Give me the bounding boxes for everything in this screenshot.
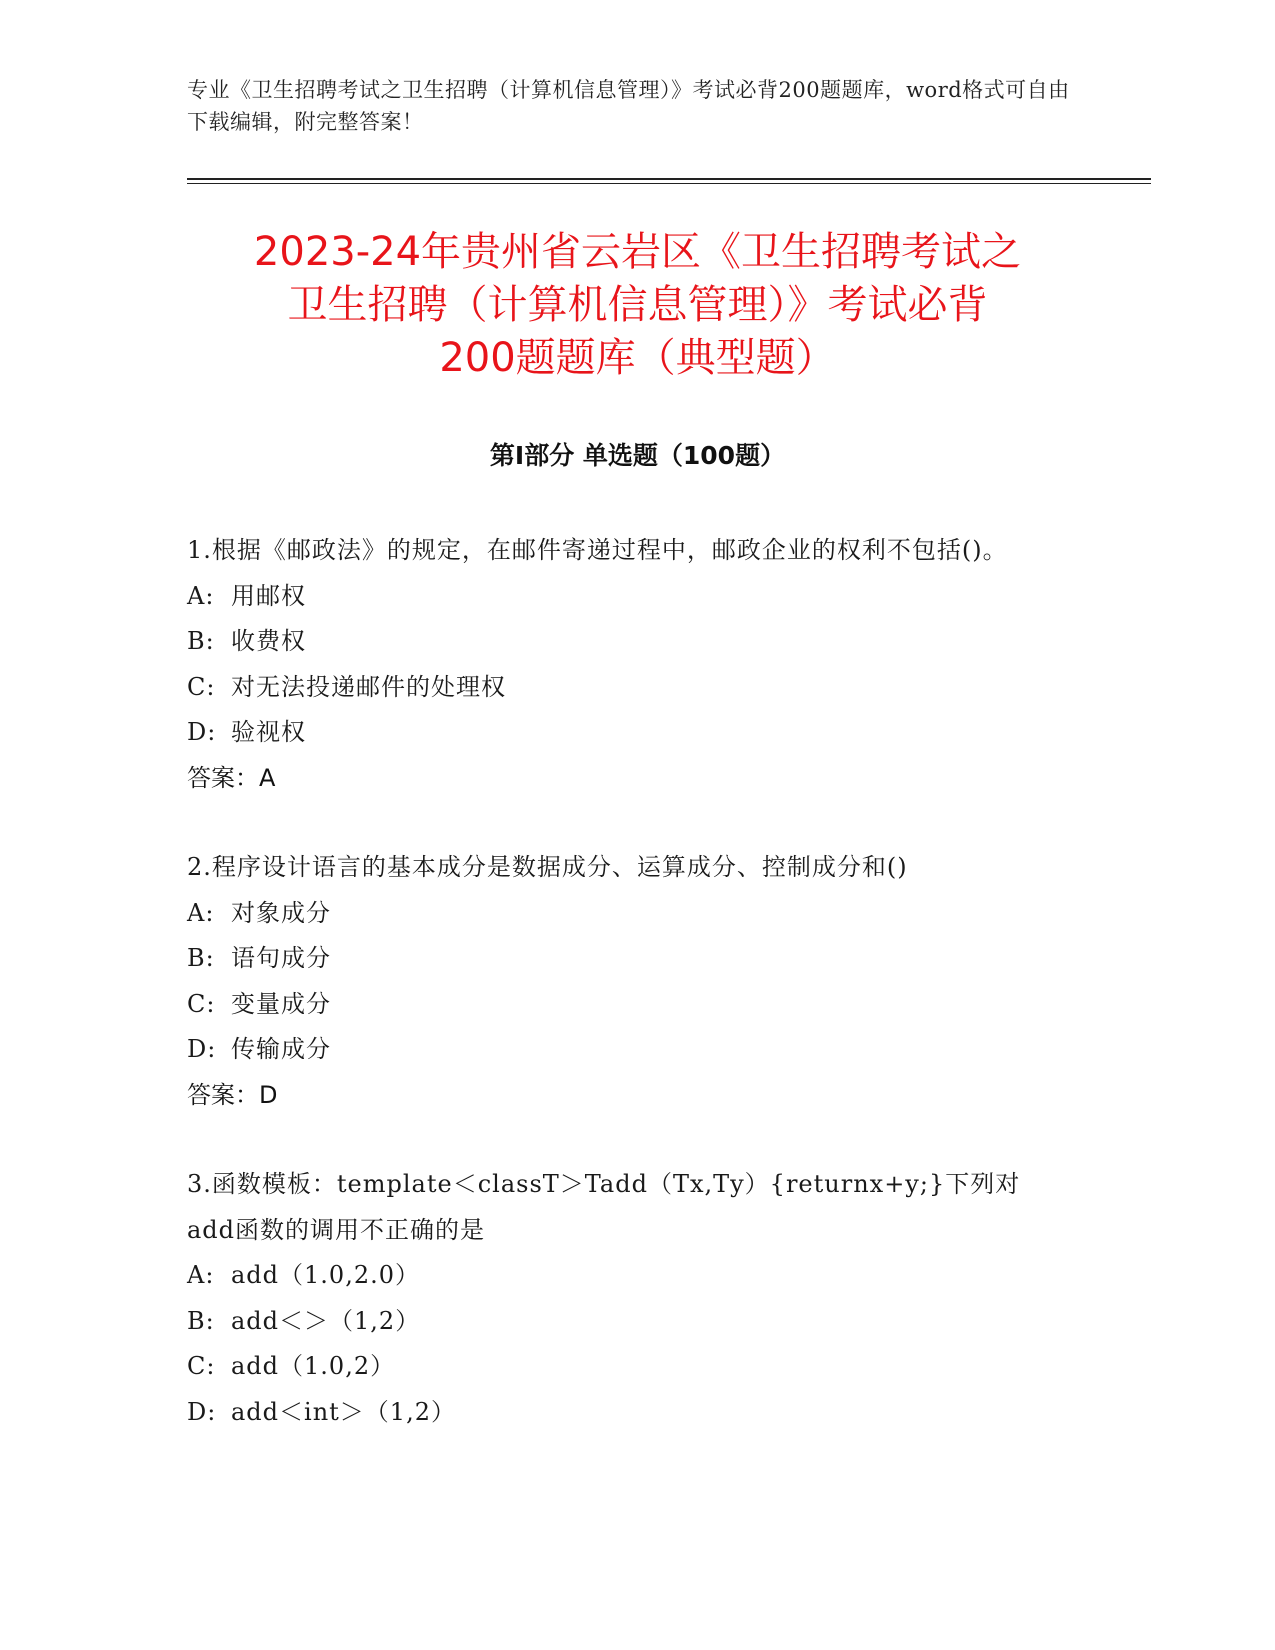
option-text: 对无法投递邮件的处理权 bbox=[231, 672, 506, 701]
question-item bbox=[187, 1162, 1067, 1435]
option-label: A: bbox=[187, 581, 215, 610]
option-d bbox=[187, 1027, 1067, 1073]
option-a bbox=[187, 891, 1067, 937]
option-label: C: bbox=[187, 672, 216, 701]
option-label: A: bbox=[187, 898, 215, 927]
option-b bbox=[187, 936, 1067, 982]
option-text: 验视权 bbox=[231, 718, 306, 746]
option-text: add＜＞（1,2） bbox=[231, 1306, 421, 1335]
answer-line: 答案：A bbox=[187, 763, 276, 792]
option-c bbox=[187, 1344, 1067, 1390]
title-line: 200题题库（典型题） bbox=[439, 335, 836, 381]
option-a bbox=[187, 574, 1067, 620]
document-title bbox=[150, 226, 1125, 385]
section-heading: 第I部分 单选题（100题） bbox=[489, 441, 786, 470]
option-text: add＜int＞（1,2） bbox=[231, 1397, 456, 1426]
question-item bbox=[187, 845, 1067, 1118]
option-text: 语句成分 bbox=[231, 944, 331, 972]
option-text: 变量成分 bbox=[231, 989, 331, 1018]
option-text: add（1.0,2.0） bbox=[231, 1261, 420, 1289]
option-label: B: bbox=[187, 944, 215, 972]
title-line: 2023-24年贵州省云岩区《卫生招聘考试之 bbox=[253, 229, 1022, 275]
question-stem: 2.程序设计语言的基本成分是数据成分、运算成分、控制成分和() bbox=[187, 853, 908, 881]
option-b bbox=[187, 619, 1067, 665]
option-text: 传输成分 bbox=[231, 1035, 331, 1063]
option-text: 对象成分 bbox=[231, 898, 331, 927]
option-c bbox=[187, 982, 1067, 1028]
header-note: 专业《卫生招聘考试之卫生招聘（计算机信息管理）》考试必背200题题库，word格式可自由下载编辑，附完整答案！ bbox=[187, 78, 1070, 134]
answer-line: 答案：D bbox=[187, 1080, 278, 1109]
option-label: D: bbox=[187, 1397, 217, 1426]
title-line: 卫生招聘（计算机信息管理）》考试必背 bbox=[287, 282, 988, 328]
header-rule-thick bbox=[187, 178, 1151, 180]
option-label: A: bbox=[187, 1261, 215, 1289]
option-text: 收费权 bbox=[231, 627, 306, 655]
option-c bbox=[187, 665, 1067, 711]
question-list bbox=[187, 528, 1067, 1479]
option-d bbox=[187, 710, 1067, 756]
option-label: C: bbox=[187, 1352, 216, 1380]
question-item bbox=[187, 528, 1067, 801]
option-label: C: bbox=[187, 989, 216, 1018]
option-label: B: bbox=[187, 1306, 215, 1335]
option-a bbox=[187, 1253, 1067, 1299]
option-text: 用邮权 bbox=[231, 581, 306, 610]
option-d bbox=[187, 1390, 1067, 1436]
option-label: B: bbox=[187, 627, 215, 655]
option-label: D: bbox=[187, 1035, 217, 1063]
option-b bbox=[187, 1299, 1067, 1345]
question-stem: 1.根据《邮政法》的规定，在邮件寄递过程中，邮政企业的权利不包括()。 bbox=[187, 536, 1008, 564]
question-stem: 3.函数模板：template＜classT＞Tadd（Tx,Ty）{returnx+y;}下列对add函数的调用不正确的是 bbox=[187, 1170, 1021, 1244]
header-rule-thin bbox=[187, 183, 1151, 184]
option-label: D: bbox=[187, 718, 217, 746]
option-text: add（1.0,2） bbox=[231, 1352, 396, 1380]
